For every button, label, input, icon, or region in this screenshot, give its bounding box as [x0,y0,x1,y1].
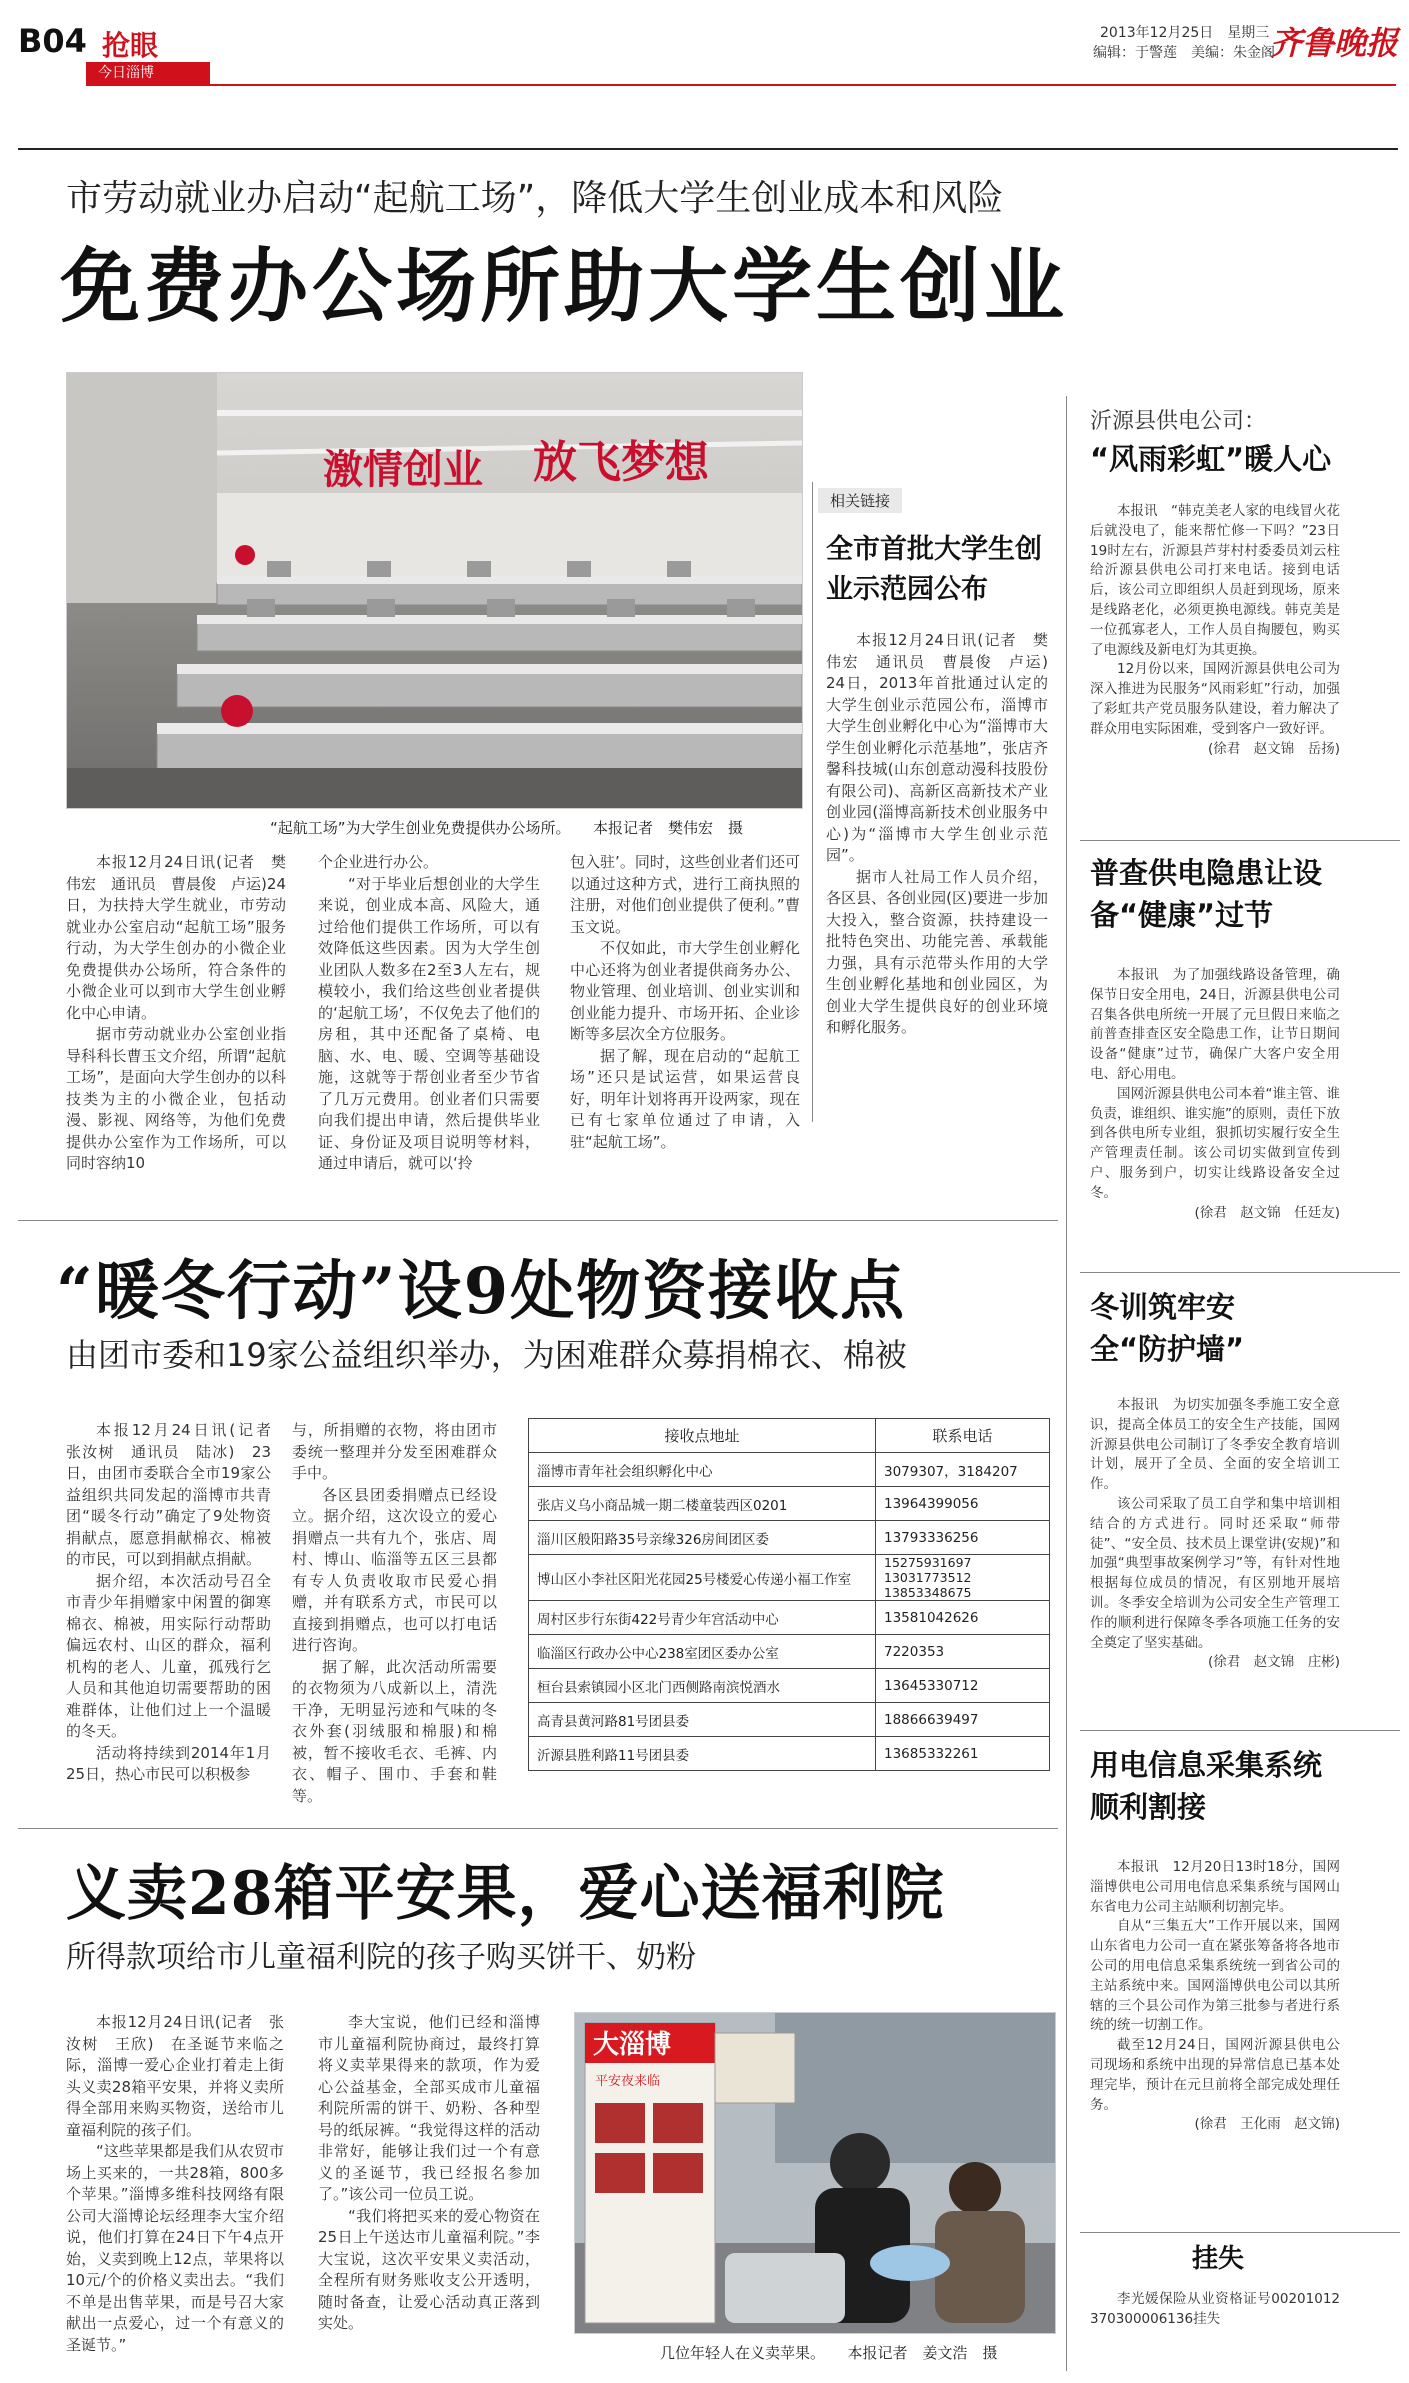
story2-col2-para: 各区县团委捐赠点已经设立。据介绍，这次设立的爱心捐赠点一共有九个，张店、周村、博山、临淄等五区三县都有专人负责收取市民爱心捐赠，并有联系方式，市民可以直接到捐赠点，也可以打电话进行咨询。 [292,1485,497,1654]
apple-sale-photo [574,2012,1056,2334]
story1-col3-para: 据了解，现在启动的“起航工场”还只是试运营，如果运营良好，明年计划将再开设两家，现在已有七家单位通过了申请，入驻“起航工场”。 [570,1046,800,1151]
story1-photo-caption: “起航工场”为大学生创业免费提供办公场所。 本报记者 樊伟宏 摄 [270,819,744,837]
story2-column-1 [66,1420,287,1786]
sidebar-article4-para: 截至12月24日，国网沂源县供电公司现场和系统中出现的异常信息已基本处理完毕，预计在元旦前将全部完成处理任务。 [1090,2037,1340,2113]
sidebar-article1-body [1090,502,1340,759]
lost-notice-text: 李光媛保险从业资格证号00201012370300006136挂失 [1090,2291,1340,2327]
sign-event-text: 平安夜来临 [595,2074,661,2089]
table-row [529,1555,1050,1601]
table-header-phone: 联系电话 [876,1419,1050,1453]
lost-notice-body [1090,2290,1340,2330]
table-cell-address: 淄博市青年社会组织孵化中心 [529,1453,876,1487]
office-banner-right: 放飞梦想 [533,437,709,488]
story3-kicker: 所得款项给市儿童福利院的孩子购买饼干、奶粉 [66,1940,696,1975]
story2-col2-para: 与，所捐赠的衣物，将由团市委统一整理并分发至困难群众手中。 [292,1421,497,1482]
sidebar-article1-kicker: 沂源县供电公司： [1090,409,1267,434]
story1-column-1 [66,852,286,1175]
sidebar-article3-title: 冬训筑牢安全“防护墙” [1090,1290,1245,1366]
story3-photo-caption: 几位年轻人在义卖苹果。 本报记者 姜文浩 摄 [660,2344,998,2362]
story3-top-rule [18,1828,1058,1829]
top-rule [18,148,1398,150]
table-cell-phone: 13964399056 [876,1487,1050,1521]
sidebar-article4-para: 自从“三集五大”工作开展以来，国网山东省电力公司一直在紧张筹备将各地市公司的用电信息采集系统统一到省公司的主站系统中来。国网淄博供电公司以其所辖的三个县公司作为第三批参与者进行系统的统一切割工作。 [1090,1918,1340,2034]
table-cell-address: 淄川区般阳路35号亲缘326房间团区委 [529,1521,876,1555]
collection-points-table [528,1418,1050,1771]
issue-date: 2013年12月25日 星期三 [1100,25,1270,41]
table-header-row [529,1419,1050,1453]
story3-column-1 [66,2012,284,2356]
story2-kicker: 由团市委和19家公益组织举办，为困难群众募捐棉衣、棉被 [66,1336,907,1374]
related-link-para: 本报12月24日讯(记者 樊伟宏 通讯员 曹晨俊 卢运) 24日，2013年首批通过认定的大学生创业示范园公布，淄博市大学生创业孵化中心为“淄博市大学生创业孵化示范基地”，张店齐馨科技城(山东创意动漫科技股份有限公司)、高新区高新技术产业创业园(淄博高新技术创业服务中心)为“淄博市大学生创业示范园”。 [826,631,1064,864]
story1-col3-para: 包入驻’。同时，这些创业者们还可以通过这种方式，进行工商执照的注册，对他们创业提供了便利。”曹玉文说。 [570,853,800,936]
table-header-address: 接收点地址 [529,1419,876,1453]
sidebar-article1-para: 本报讯 “韩克美老人家的电线冒火花后就没电了，能来帮忙修一下吗？”23日19时左右，沂源县芦芽村村委委员刘云柱给沂源县供电公司打来电话。接到电话后，该公司立即组织人员赶到现场，原来是线路老化，必须更换电源线。韩克美是一位孤寡老人，工作人员自掏腰包，购买了电源线及新电灯为其更换。 [1090,503,1340,658]
table-cell-address: 高青县黄河路81号团县委 [529,1703,876,1737]
table-cell-phone: 18866639497 [876,1703,1050,1737]
table-cell-address: 博山区小李社区阳光花园25号楼爱心传递小福工作室 [529,1555,876,1601]
sidebar-article2-body [1090,966,1340,1223]
related-link-body [826,630,1064,1039]
story3-col2-para: 李大宝说，他们已经和淄博市儿童福利院协商过，最终打算将义卖苹果得来的款项，作为爱心公益基金，全部买成市儿童福利院所需的饼干、奶粉、各种型号的纸尿裤。“我觉得这样的活动非常好，能够让我们过一个有意义的圣诞节，我已经报名参加了。”该公司一位员工说。 [318,2013,540,2203]
story3-headline: 义卖28箱平安果，爱心送福利院 [66,1859,945,1929]
table-cell-address: 周村区步行东街422号青少年宫活动中心 [529,1601,876,1635]
sidebar-rule [1080,840,1400,841]
story3-col1-para: “这些苹果都是我们从农贸市场上买来的，一共28箱，800多个苹果。”淄博多维科技网络有限公司大淄博论坛经理李大宝介绍说，他们打算在24日下午4点开始，义卖到晚上12点，苹果将以10元/个的价格义卖出去。“我们不单是出售苹果，而是号召大家献出一点爱心，过一个有意义的圣诞节。” [66,2142,284,2354]
table-row [529,1487,1050,1521]
table-row [529,1703,1050,1737]
story2-col1-para: 活动将持续到2014年1月25日，热心市民可以积极参 [66,1743,271,1783]
table-cell-phone: 3079307，3184207 [876,1453,1050,1487]
table-cell-address: 沂源县胜利路11号团县委 [529,1737,876,1771]
story2-col1-para: 本报12月24日讯(记者 张汝树 通讯员 陆冰) 23日，由团市委联合全市19家公益组织共同发起的淄博市共青团“暖冬行动”确定了9处物资捐献点，愿意捐献棉衣、棉被的市民，可以到捐献点捐献。 [66,1421,287,1568]
section-subtitle: 今日淄博 [86,62,210,84]
table-cell-address: 张店义乌小商品城一期二楼童装西区0201 [529,1487,876,1521]
related-link-title: 全市首批大学生创业示范园公布 [826,534,1042,605]
sidebar-article1-para: 12月份以来，国网沂源县供电公司为深入推进为民服务“风雨彩虹”行动，加强了彩虹共产党员服务队建设，着力解决了群众用电实际困难，受到客户一致好评。 [1090,661,1340,737]
apple-sale-illustration [575,2013,1055,2333]
story1-col2-para: 个企业进行办公。 [318,853,439,871]
sidebar-rule [1080,1730,1400,1731]
table-cell-phone: 13793336256 [876,1521,1050,1555]
section-title: 抢眼 [102,29,159,62]
table-cell-phone: 13685332261 [876,1737,1050,1771]
sidebar-article4-title: 用电信息采集系统顺利割接 [1090,1748,1323,1824]
sidebar-article3-byline: (徐君 赵文锦 庄彬) [1207,1654,1340,1671]
sidebar-divider [1066,396,1067,2371]
sidebar-article4-byline: (徐君 王化雨 赵文锦) [1194,2116,1340,2133]
story3-col2-para: “我们将把买来的爱心物资在25日上午送达市儿童福利院。”李大宝说，这次平安果义卖活动，全程所有财务账收支公开透明，随时备查，让爱心活动真正落到实处。 [318,2206,540,2332]
table-row [529,1737,1050,1771]
sidebar-rule [1080,1272,1400,1273]
table-row [529,1669,1050,1703]
table-cell-phone: 13581042626 [876,1601,1050,1635]
office-photo [66,372,803,809]
story1-kicker: 市劳动就业办启动“起航工场”，降低大学生创业成本和风险 [66,178,1004,219]
story1-headline: 免费办公场所助大学生创业 [60,239,1068,333]
lost-notice-title: 挂失 [1192,2244,1245,2274]
story2-col2-para: 据了解，此次活动所需要的衣物须为八成新以上，清洗干净，无明显污迹和气味的冬衣外套(羽绒服和棉服)和棉被，暂不接收毛衣、毛裤、内衣、帽子、围巾、手套和鞋等。 [292,1657,497,1805]
sidebar-article3-para: 该公司采取了员工自学和集中培训相结合的方式进行。同时还采取“师带徒”、“安全员、技术员上课堂讲(安规)”和加强“典型事故案例学习”等，有针对性地根据每位成员的情况，有区别地开展培训。冬季安全培训为公司安全生产管理工作的顺利进行保障冬季各项施工任务的安全奠定了坚实基础。 [1090,1495,1340,1651]
sidebar-article4-para: 本报讯 12月20日13时18分，国网淄博供电公司用电信息采集系统与国网山东省电力公司主站顺利切割完毕。 [1090,1859,1340,1915]
sidebar-article1-byline: (徐君 赵文锦 岳扬) [1207,740,1340,757]
story3-column-2 [318,2012,540,2335]
story1-column-2 [318,852,540,1175]
story1-column-3 [570,852,800,1153]
story2-headline: “暖冬行动”设9处物资接收点 [56,1254,907,1329]
sidebar-article2-para: 国网沂源县供电公司本着“谁主管、谁负责，谁组织、谁实施”的原则，责任下放到各供电所专业组，狠抓切实履行安全生产管理责任制。该公司切实做到宣传到户、服务到户，切实让线路设备安全过冬。 [1090,1085,1340,1201]
sidebar-article4-body [1090,1858,1340,2135]
story1-col2-para: “对于毕业后想创业的大学生来说，创业成本高、风险大，通过给他们提供工作场所，可以有效降低这些因素。因为大学生创业团队人数多在2至3人左右，规模较小，我们给这些创业者提供的‘起航工场’，不仅免去了他们的房租，其中还配备了桌椅、电脑、水、电、暖、空调等基础设施，这就等于帮创业者至少节省了几万元费用。创业者们只需要向我们提出申请，然后提供毕业证、身份证及项目说明等材料，通过申请后，就可以‘拎 [318,874,540,1172]
story1-col1-para: 据市劳动就业办公室创业指导科科长曹玉文介绍，所谓“起航工场”，是面向大学生创办的以科技类为主的小微企业，包括动漫、影视、网络等，为他们免费提供办公室作为工作场所，可以同时容纳10 [66,1025,286,1172]
table-cell-address: 桓台县索镇园小区北门西侧路南滨悦酒水 [529,1669,876,1703]
story2-column-2 [292,1420,497,1807]
sidebar-article2-title: 普查供电隐患让设备“健康”过节 [1090,856,1323,932]
story1-col3-para: 不仅如此，市大学生创业孵化中心还将为创业者提供商务办公、物业管理、创业培训、创业实训和创业能力提升、市场开拓、企业诊断等多层次全方位服务。 [570,939,800,1043]
table-row [529,1601,1050,1635]
table-row [529,1453,1050,1487]
related-link-para: 据市人社局工作人员介绍，各区县、各创业园(区)要进一步加大投入，整合资源，扶持建设一批特色突出、功能完善、承载能力强，具有示范带头作用的大学生创业孵化基地和创业园区，为创业大学生提供良好的创业环境和孵化服务。 [826,867,1048,1036]
office-banner-left: 激情创业 [323,446,483,493]
table-row [529,1635,1050,1669]
sidebar-article3-para: 本报讯 为切实加强冬季施工安全意识，提高全体员工的安全生产技能，国网沂源县供电公司制订了冬季安全教育培训计划，展开了全员、全面的安全培训工作。 [1090,1397,1340,1493]
related-link-tag: 相关链接 [818,488,902,513]
table-row [529,1521,1050,1555]
related-link-divider [812,482,813,1122]
table-cell-phone: 15275931697 13031773512 13853348675 [876,1555,1050,1601]
story1-col1-para: 本报12月24日讯(记者 樊伟宏 通讯员 曹晨俊 卢运)24日，为扶持大学生就业，市劳动就业办公室启动“起航工场”服务行动，为大学生创办的小微企业免费提供办公场所，符合条件的小微企业可以到市大学生创业孵化中心申请。 [66,853,286,1022]
sidebar-rule [1080,2232,1400,2233]
header-rule [86,84,1396,86]
table-cell-phone: 13645330712 [876,1669,1050,1703]
sidebar-article3-body [1090,1396,1340,1673]
editor-credits: 编辑：于警莲 美编：朱金阁 [1093,45,1275,61]
story2-top-rule [18,1220,1058,1221]
sidebar-article2-byline: (徐君 赵文锦 任廷友) [1194,1204,1340,1221]
newspaper-logo: 齐鲁晚报 [1270,24,1399,62]
sign-brand-text: 大淄博 [593,2030,672,2060]
table-cell-address: 临淄区行政办公中心238室团区委办公室 [529,1635,876,1669]
story3-col1-para: 本报12月24日讯(记者 张汝树 王欣) 在圣诞节来临之际，淄博一爱心企业打着走上街头义卖28箱平安果，并将义卖所得全部用来购买物资，送给市儿童福利院的孩子们。 [66,2013,284,2139]
sidebar-article1-title: “风雨彩虹”暖人心 [1090,442,1332,476]
table-cell-phone: 7220353 [876,1635,1050,1669]
page-number: B04 [18,22,87,60]
office-photo-illustration [67,373,802,808]
story2-col1-para: 据介绍，本次活动号召全市青少年捐赠家中闲置的御寒棉衣、棉被，用实际行动帮助偏远农村、山区的群众，福利机构的老人、儿童，孤残行乞人员和其他迫切需要帮助的困难群体，让他们过上一个温暖的冬天。 [66,1571,271,1740]
sidebar-article2-para: 本报讯 为了加强线路设备管理，确保节日安全用电，24日，沂源县供电公司召集各供电所统一开展了元旦假日来临之前普查排查区安全隐患工作，让节日期间设备“健康”过节，确保广大客户安全用电、舒心用电。 [1090,967,1340,1082]
